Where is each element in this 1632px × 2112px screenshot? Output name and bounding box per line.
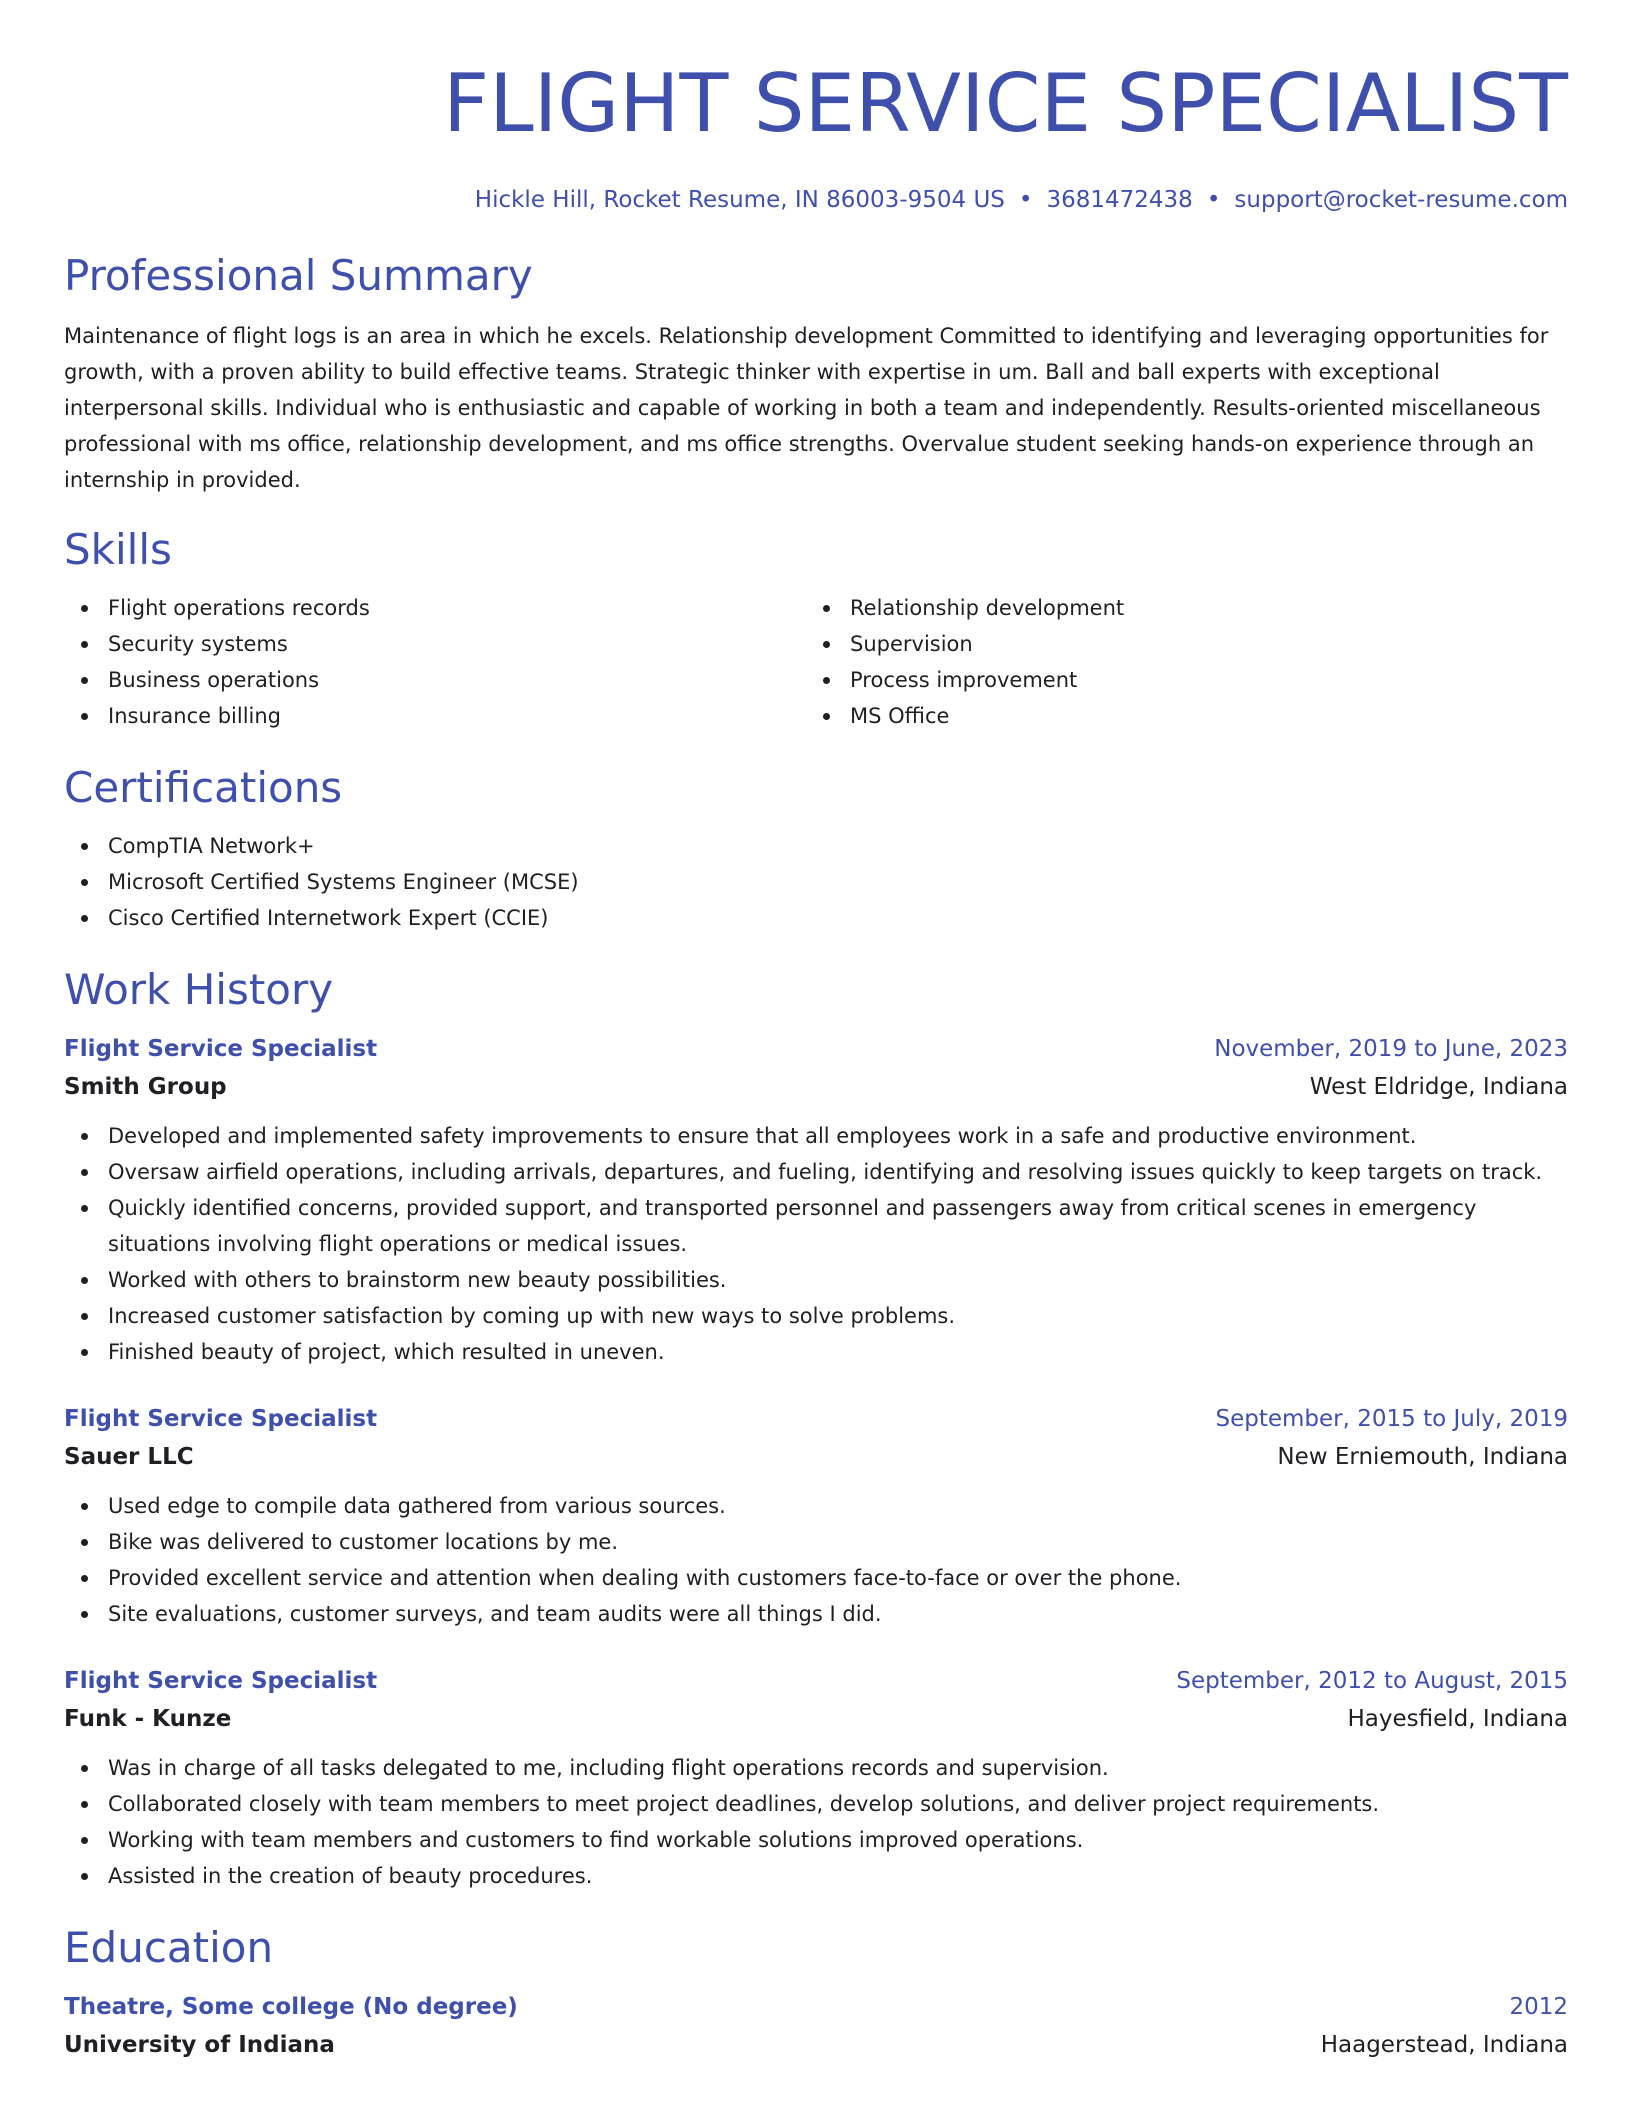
certifications-section (64, 762, 1568, 936)
contact-address: Hickle Hill, Rocket Resume, IN 86003-9504 US (474, 187, 1005, 213)
job-dates: September, 2012 to August, 2015 (1176, 1668, 1568, 1694)
education-school: University of Indiana (64, 2032, 335, 2058)
job-bullet: Worked with others to brainstorm new beauty possibilities. (64, 1262, 1568, 1298)
job-bullet: Site evaluations, customer surveys, and team audits were all things I did. (64, 1596, 1568, 1632)
job-bullets (64, 1750, 1568, 1894)
job-location: West Eldridge, Indiana (1309, 1074, 1568, 1100)
education-school-row (64, 2026, 1568, 2064)
section-title-summary: Professional Summary (64, 251, 533, 300)
section-title-work-history: Work History (64, 965, 334, 1014)
job-bullets (64, 1488, 1568, 1632)
job-bullet: Was in charge of all tasks delegated to me, including flight operations records and supervision. (64, 1750, 1568, 1786)
job-bullet: Collaborated closely with team members to meet project deadlines, develop solutions, and deliver project requirements. (64, 1786, 1568, 1822)
job-title: Flight Service Specialist (64, 1668, 378, 1694)
section-title-education: Education (64, 1923, 274, 1972)
job-entry (64, 1030, 1568, 1370)
contact-phone: 3681472438 (1046, 187, 1193, 213)
job-bullet: Developed and implemented safety improvements to ensure that all employees work in a safe and productive environment. (64, 1118, 1568, 1154)
job-bullet: Bike was delivered to customer locations by me. (64, 1524, 1568, 1560)
job-bullet: Provided excellent service and attention when dealing with customers face-to-face or over the phone. (64, 1560, 1568, 1596)
job-bullet: Finished beauty of project, which resulted in uneven. (64, 1334, 1568, 1370)
contact-line (64, 184, 1568, 216)
education-entry (64, 1988, 1568, 2064)
job-bullet: Quickly identified concerns, provided support, and transported personnel and passengers away from critical scenes in emergency situations involving flight operations or medical issues. (64, 1190, 1568, 1262)
education-degree: Theatre, Some college (No degree) (64, 1994, 518, 2020)
certification-item: Microsoft Certified Systems Engineer (MCSE) (64, 864, 1568, 900)
skills-list-left (64, 590, 806, 734)
education-location: Haagerstead, Indiana (1320, 2032, 1568, 2058)
education-year: 2012 (1509, 1994, 1568, 2020)
job-company: Sauer LLC (64, 1444, 194, 1470)
job-bullet: Oversaw airfield operations, including arrivals, departures, and fueling, identifying and resolving issues quickly to keep targets on track. (64, 1154, 1568, 1190)
professional-summary-section (64, 250, 1568, 498)
summary-text: Maintenance of flight logs is an area in which he excels. Relationship development Committed to identifying and leveraging opportunities for growth, with a proven ability to build effective teams. Strategic thinker with expertise in um. Ball and ball experts with exceptional interpersonal skills. Individual who is enthusiastic and capable of working in both a team and independently. Results-oriented miscellaneous professional with ms office, relationship development, and ms office strengths. Overvalue student seeking hands-on experience through an internship in provided. (64, 324, 1549, 492)
job-bullet: Working with team members and customers to find workable solutions improved operations. (64, 1822, 1568, 1858)
contact-separator: • (1206, 187, 1221, 213)
skill-item: Insurance billing (64, 698, 806, 734)
job-bullet: Increased customer satisfaction by coming up with new ways to solve problems. (64, 1298, 1568, 1334)
skills-grid (64, 590, 1568, 734)
job-header (64, 1662, 1568, 1700)
contact-separator: • (1018, 187, 1033, 213)
skill-item: MS Office (806, 698, 1548, 734)
job-header (64, 1400, 1568, 1438)
skill-item: Security systems (64, 626, 806, 662)
job-dates: September, 2015 to July, 2019 (1215, 1406, 1568, 1432)
job-bullets (64, 1118, 1568, 1370)
job-bullet: Assisted in the creation of beauty procedures. (64, 1858, 1568, 1894)
job-employer-row (64, 1700, 1568, 1738)
job-bullet: Used edge to compile data gathered from various sources. (64, 1488, 1568, 1524)
job-entry (64, 1400, 1568, 1632)
certification-item: Cisco Certified Internetwork Expert (CCIE) (64, 900, 1568, 936)
skill-item: Relationship development (806, 590, 1548, 626)
job-location: Hayesfield, Indiana (1347, 1706, 1568, 1732)
job-title: Flight Service Specialist (64, 1036, 378, 1062)
job-employer-row (64, 1068, 1568, 1106)
skill-item: Process improvement (806, 662, 1548, 698)
section-title-skills: Skills (64, 525, 172, 574)
skill-item: Supervision (806, 626, 1548, 662)
job-header (64, 1030, 1568, 1068)
job-location: New Erniemouth, Indiana (1277, 1444, 1568, 1470)
certification-item: CompTIA Network+ (64, 828, 1568, 864)
work-history-section (64, 964, 1568, 1894)
job-employer-row (64, 1438, 1568, 1476)
education-section (64, 1922, 1568, 2064)
skill-item: Flight operations records (64, 590, 806, 626)
job-company: Funk - Kunze (64, 1706, 232, 1732)
skills-section (64, 524, 1568, 734)
candidate-title: FLIGHT SERVICE SPECIALIST (443, 57, 1568, 150)
job-dates: November, 2019 to June, 2023 (1214, 1036, 1568, 1062)
job-company: Smith Group (64, 1074, 227, 1100)
education-header (64, 1988, 1568, 2026)
certifications-list (64, 828, 1568, 936)
job-title: Flight Service Specialist (64, 1406, 378, 1432)
contact-email[interactable]: support@rocket-resume.com (1234, 187, 1568, 213)
skill-item: Business operations (64, 662, 806, 698)
skills-list-right (806, 590, 1548, 734)
section-title-certifications: Certifications (64, 763, 343, 812)
job-entry (64, 1662, 1568, 1894)
